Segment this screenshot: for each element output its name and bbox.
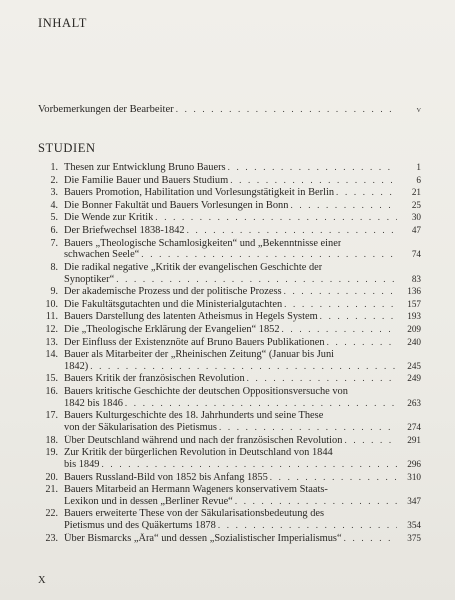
toc-entry-title: Die radikal negative „Kritik der evangelischen Geschichte der bbox=[64, 261, 323, 273]
leader-dots bbox=[116, 274, 397, 286]
toc-entry-title: Über Bismarcks „Ära“ und dessen „Sozialistischer Imperialismus“ bbox=[64, 532, 342, 544]
leader-dots bbox=[344, 533, 397, 545]
toc-entry-title: Über Deutschland während und nach der französischen Revolution bbox=[64, 434, 343, 446]
toc-entry-title: Bauers Promotion, Habilitation und Vorlesungstätigkeit in Berlin bbox=[64, 187, 335, 199]
toc-entry-title: Lexikon und in dessen „Berliner Revue“ bbox=[64, 495, 233, 507]
toc-entry-number: 8. bbox=[50, 261, 58, 273]
toc-entry-number: 22. bbox=[45, 508, 58, 520]
toc-entry bbox=[38, 286, 421, 298]
toc-entry-number: 12. bbox=[45, 323, 58, 335]
toc-entry-page: 25 bbox=[411, 199, 421, 210]
toc-entry-page: 6 bbox=[416, 174, 421, 185]
toc-entry bbox=[38, 324, 421, 336]
toc-entry-title: Die „Theologische Erklärung der Evangelien“ 1852 bbox=[64, 323, 280, 335]
toc-entry-page: 245 bbox=[407, 360, 421, 371]
leader-dots bbox=[284, 286, 397, 298]
leader-dots bbox=[327, 337, 397, 349]
toc-entry bbox=[38, 311, 421, 323]
toc-entry-number: 16. bbox=[45, 386, 58, 398]
toc-entry-number: 2. bbox=[50, 174, 58, 186]
toc-entry-number: 21. bbox=[45, 484, 58, 496]
toc-entry-page: 354 bbox=[407, 520, 421, 531]
toc-entry-page: 74 bbox=[411, 249, 421, 260]
toc-entry-number: 20. bbox=[45, 471, 58, 483]
toc-entry-title: Bauers „Theologische Schamlosigkeiten“ und „Bekenntnisse einer bbox=[64, 237, 342, 249]
toc-entry-page: 157 bbox=[407, 298, 421, 309]
leader-dots bbox=[282, 324, 397, 336]
toc-entry bbox=[38, 386, 421, 409]
toc-entry-title: Pietismus und des Quäkertums 1878 bbox=[64, 520, 216, 532]
toc-entry-title: Der akademische Prozess und der politische Prozess bbox=[64, 286, 282, 298]
toc-entry-title: Bauers erweiterte These von der Säkularisationsbedeutung des bbox=[64, 508, 325, 520]
toc-entry-number: 18. bbox=[45, 434, 58, 446]
toc-entry-title: 1842) bbox=[64, 360, 89, 372]
toc-entry bbox=[38, 175, 421, 187]
toc-entry-page: 296 bbox=[407, 458, 421, 469]
toc-entry-page: 1 bbox=[416, 162, 421, 172]
leader-dots bbox=[230, 175, 397, 187]
toc-entry-title: Bauer als Mitarbeiter der „Rheinischen Zeitung“ (Januar bis Juni bbox=[64, 349, 335, 361]
leader-dots bbox=[141, 249, 397, 261]
toc-entry bbox=[38, 262, 421, 285]
toc-entry-title: von der Säkularisation des Pietismus bbox=[64, 422, 217, 434]
toc-entry-page: 47 bbox=[411, 224, 421, 235]
toc-entry bbox=[38, 373, 421, 385]
toc-entry-page: 21 bbox=[411, 187, 421, 198]
toc-entry-page: 193 bbox=[407, 311, 421, 322]
leader-dots bbox=[155, 212, 397, 224]
toc-entry-number: 5. bbox=[50, 212, 58, 224]
toc-entry-title: Die Fakultätsgutachten und die Ministerialgutachten bbox=[64, 298, 283, 310]
toc-entry-title: Der Briefwechsel 1838-1842 bbox=[64, 224, 185, 236]
toc-entry bbox=[38, 410, 421, 433]
toc-entry bbox=[38, 162, 421, 174]
toc-entry-title: Bauers Russland-Bild von 1852 bis Anfang 1855 bbox=[64, 471, 268, 483]
toc-entry-page: 291 bbox=[407, 434, 421, 445]
toc-prelim-entry bbox=[38, 104, 421, 115]
toc-entry-page: 249 bbox=[407, 373, 421, 384]
table-of-contents bbox=[38, 162, 421, 545]
toc-entry-number: 9. bbox=[50, 286, 58, 298]
toc-entry-page: 209 bbox=[407, 323, 421, 334]
toc-entry-title: Zur Kritik der bürgerlichen Revolution in Deutschland von 1844 bbox=[64, 447, 333, 459]
toc-entry bbox=[38, 238, 421, 261]
leader-dots bbox=[290, 200, 397, 212]
toc-entry-title: Bauers Darstellung des latenten Atheismus in Hegels System bbox=[64, 311, 318, 323]
toc-entry-number: 1. bbox=[50, 162, 58, 173]
toc-entry-title: Die Wende zur Kritik bbox=[64, 212, 154, 224]
toc-entry-title: bis 1849 bbox=[64, 458, 100, 470]
toc-entry bbox=[38, 212, 421, 224]
page-title: INHALT bbox=[38, 16, 87, 30]
toc-entry bbox=[38, 533, 421, 545]
leader-dots bbox=[228, 162, 397, 174]
leader-dots bbox=[336, 187, 397, 199]
toc-entry-title: Bauers Kulturgeschichte des 18. Jahrhunderts und seine These bbox=[64, 410, 324, 422]
toc-entry-page: 240 bbox=[407, 336, 421, 347]
toc-entry-title: Die Familie Bauer und Bauers Studium bbox=[64, 174, 229, 186]
toc-entry-number: 23. bbox=[45, 532, 58, 544]
toc-entry-page: 310 bbox=[407, 471, 421, 482]
toc-entry bbox=[38, 508, 421, 531]
toc-entry bbox=[38, 349, 421, 372]
leader-dots bbox=[235, 496, 397, 508]
toc-entry bbox=[38, 337, 421, 349]
leader-dots bbox=[344, 435, 397, 447]
toc-entry bbox=[38, 299, 421, 311]
toc-entry-title: Bauers kritische Geschichte der deutschen Oppositionsversuche von bbox=[64, 386, 348, 398]
toc-entry bbox=[38, 484, 421, 507]
leader-dots bbox=[102, 459, 397, 471]
toc-entry-title: schwachen Seele“ bbox=[64, 249, 140, 261]
toc-entry-number: 4. bbox=[50, 199, 58, 211]
toc-entry-title: Synoptiker“ bbox=[64, 273, 115, 285]
toc-entry-number: 13. bbox=[45, 336, 58, 348]
toc-entry-title: Bauers Kritik der französischen Revolution bbox=[64, 373, 245, 385]
toc-entry-number: 3. bbox=[50, 187, 58, 199]
toc-entry bbox=[38, 187, 421, 199]
toc-entry-page: 30 bbox=[411, 212, 421, 223]
leader-dots bbox=[247, 373, 397, 385]
toc-entry-page: 274 bbox=[407, 422, 421, 433]
toc-entry-number: 11. bbox=[45, 311, 58, 323]
toc-entry-number: 15. bbox=[45, 373, 58, 385]
toc-entry-title: Bauers Mitarbeid an Hermann Wageners konservativem Staats- bbox=[64, 484, 328, 496]
leader-dots bbox=[218, 520, 397, 532]
leader-dots bbox=[320, 311, 397, 323]
toc-entry-page: 347 bbox=[407, 495, 421, 506]
toc-entry-number: 7. bbox=[50, 237, 58, 249]
leader-dots bbox=[219, 422, 397, 434]
toc-entry bbox=[38, 225, 421, 237]
leader-dots bbox=[187, 225, 397, 237]
leader-dots bbox=[90, 361, 397, 373]
leader-dots bbox=[270, 472, 397, 484]
toc-entry-page: 375 bbox=[407, 532, 421, 543]
toc-entry-number: 19. bbox=[45, 447, 58, 459]
toc-entry bbox=[38, 200, 421, 212]
toc-entry-title: Thesen zur Entwicklung Bruno Bauers bbox=[64, 162, 226, 173]
toc-entry bbox=[38, 435, 421, 447]
toc-entry bbox=[38, 472, 421, 484]
toc-entry-title: Vorbemerkungen der Bearbeiter bbox=[38, 104, 174, 115]
toc-entry-number: 14. bbox=[45, 349, 58, 361]
leader-dots bbox=[125, 398, 397, 410]
toc-entry-number: 17. bbox=[45, 410, 58, 422]
leader-dots bbox=[176, 104, 397, 114]
toc-entry bbox=[38, 447, 421, 470]
toc-entry-title: Die Bonner Fakultät und Bauers Vorlesungen in Bonn bbox=[64, 199, 289, 211]
toc-entry-number: 6. bbox=[50, 224, 58, 236]
section-title: STUDIEN bbox=[38, 141, 96, 155]
leader-dots bbox=[284, 299, 397, 311]
toc-entry-title: 1842 bis 1846 bbox=[64, 397, 123, 409]
page-number: X bbox=[38, 575, 46, 586]
toc-entry-page: 83 bbox=[411, 273, 421, 284]
toc-entry-page: 136 bbox=[407, 286, 421, 297]
toc-entry-title: Der Einfluss der Existenznöte auf Bruno Bauers Publikationen bbox=[64, 336, 325, 348]
toc-entry-number: 10. bbox=[45, 298, 58, 310]
toc-entry-page: 263 bbox=[407, 397, 421, 408]
toc-entry-page: v bbox=[416, 104, 421, 114]
